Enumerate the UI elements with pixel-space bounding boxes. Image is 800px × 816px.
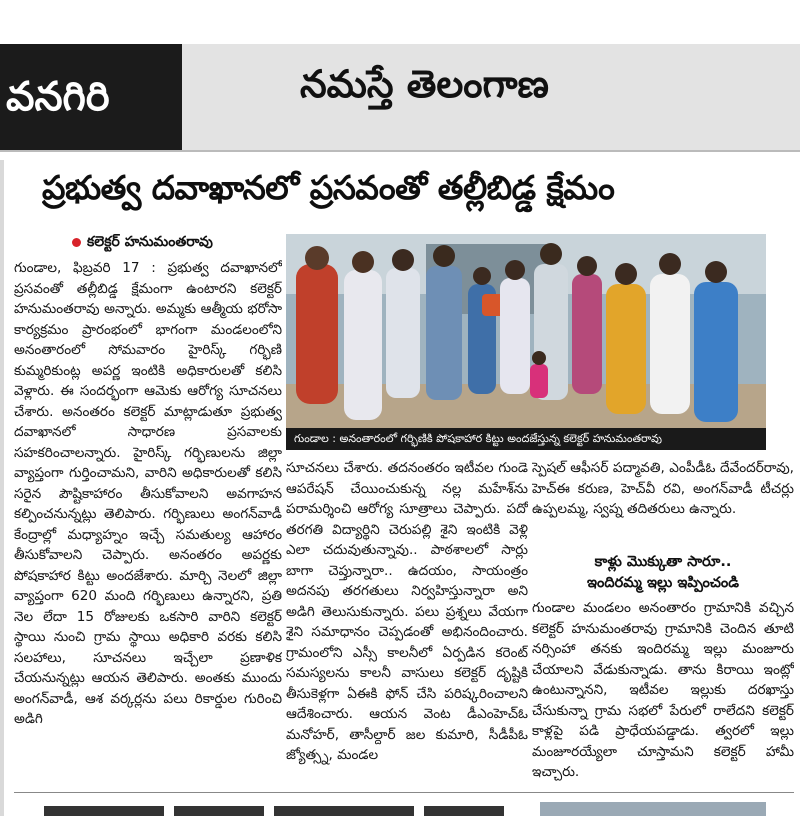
next-article-photo: [540, 802, 766, 816]
side-story-subhead-line-2: ఇందిరమ్మ ఇల్లు ఇప్పించండి: [587, 575, 739, 591]
page-left-edge: [0, 160, 4, 816]
photo-caption: గుండాల : అనంతారంలో గర్భిణికి పోషకాహార కిట్టు అందజేస్తున్న కలెక్టర్ హనుమంతరావు: [286, 428, 766, 450]
edition-place-name: వనగిరి: [0, 44, 182, 150]
byline-text: కలెక్టర్ హనుమంతరావు: [87, 234, 213, 250]
news-photo-illustration: [286, 234, 766, 428]
article-byline: [72, 234, 213, 253]
article-column-1: గుండాల, ఫిబ్రవరి 17 : ప్రభుత్వ దవాఖానలో ప్రసవంతో తల్లీబిడ్డ క్షేమంగా ఉంటారని కలెక్టర్ హనుమంతరావు అన్నారు. అమ్మకు ఆత్మీయ భరోసా కార్యక్రమం ప్రారంభంలో భాగంగా మండలంలోని అనంతారంలో సోమవారం హైరిస్క్ గర్భిణి కుమ్మరికుంట్ల అపర్ణ ఇంటికి అధికారులతో కలిసి వెళ్లారు. ఈ సందర్భంగా ఆమెకు ఆరోగ్య సూచనలు చేశారు. అనంతరం కలెక్టర్ మాట్లాడుతూ ప్రభుత్వ దవాఖానలో సాధారణ ప్రసవాలకు సహకరించాలన్నారు. హైరిస్క్ గర్భిణులను జిల్లా వ్యాప్తంగా గుర్తించామని, వారిని అధికారులతో కలిసి సరైన పౌష్టికాహారం తీసుకోవాలని అవగాహన కల్పించనున్నట్లు తెలిపారు. గర్భిణులు అంగన్‌వాడీ కేంద్రాల్లో మధ్యాహ్నం ఇచ్చే సమతుల్య ఆహారం తీసుకోవాలని చెప్పారు. అనంతరం అపర్ణకు పోషకాహార కిట్టు అందజేశారు. మార్చి నెలలో జిల్లా వ్యాప్తంగా 620 మంది గర్భిణులు ఉన్నారని, ప్రతి నెల లేదా 15 రోజులకు ఒకసారి వారిని కలెక్టర్ స్థాయి నుంచి గ్రామ స్థాయి అధికారి వరకు కలిసి సలహాలు, సూచనలు ఇచ్చేలా ప్రణాళిక చేయనున్నట్లు ఆయన తెలిపారు. అంతకు ముందు అంగన్‌వాడీ, ఆశ వర్కర్లను పలు రికార్డుల గురించి అడిగి: [14, 260, 282, 727]
side-story-body: గుండాల మండలం అనంతారం గ్రామానికి వచ్చిన కలెక్టర్ హనుమంతరావు గ్రామానికి చెందిన తూటి నర్సింహా తనకు ఇందిరమ్మ ఇల్లు మంజూరు చేయాలని వేడుకున్నాడు. తాను కిరాయి ఇంట్లో ఉంటున్నానని, ఇటీవల ఇల్లుకు దరఖాస్తు చేసుకున్నా గ్రామ సభలో పేరులో రాలేదని కలెక్టర్ కాళ్లపై పడి ప్రాధేయపడ్డాడు. త్వరలో ఇల్లు మంజూరయ్యేలా చూస్తామని కలెక్టర్ హామీ ఇచ్చారు.: [532, 600, 794, 780]
masthead-divider: [0, 150, 800, 152]
newspaper-brand: నమస్తే తెలంగాణ: [300, 62, 549, 106]
bottom-divider: [14, 792, 794, 793]
side-story-subhead-line-1: కాళ్లు మొక్కుతా సారూ..: [594, 554, 732, 570]
side-story-subhead: [532, 552, 794, 594]
cutoff-text-shapes: [14, 800, 524, 816]
top-margin: [0, 0, 800, 44]
bullet-icon: [72, 238, 81, 247]
article-headline: ప్రభుత్వ దవాఖానలో ప్రసవంతో తల్లీబిడ్డ క్షేమం: [42, 168, 615, 207]
article-column-2: సూచనలు చేశారు. తదనంతరం ఇటీవల గుండె ఆపరేషన్ చేయించుకున్న నల్ల మహేశ్‌ను పరామర్శించి ఆరోగ్య సూత్రాలు చెప్పారు. పదో తరగతి విద్యార్థిని చెరుపల్లి శైని ఇంటికి వెళ్లి ఎలా చదువుతున్నావు.. పాఠశాలలో సార్లు బాగా చెప్తున్నారా.. ఉదయం, సాయంత్రం అదనపు తరగతులు నిర్వహిస్తున్నారా అని అడిగి తెలుసుకున్నారు. పలు ప్రశ్నలు వేయగా శైని సమాధానం చెప్పడంతో అభినందించారు. గ్రామంలోని ఎస్సీ కాలనీలో ఏర్పడిన కరెంట్ సమస్యలను కాలనీ వాసులు కలెక్టర్ దృష్టికి తీసుకెళ్లగా ఏఈకి ఫోన్ చేసి పరిష్కరించాలని ఆదేశించారు. ఆయన వెంట డీఎంహెచ్ఓ మనోహర్, తాసీల్దార్ జల కుమారి, సీడీపీఓ జ్యోత్స్న, మండల: [286, 460, 528, 763]
next-article-cutoff: [14, 800, 524, 816]
news-photo: [286, 234, 766, 428]
article-column-3: స్పెషల్ ఆఫీసర్ పద్మావతి, ఎంపీడీఓ దేవేందర్‌రావు, హెచ్ఈ కరుణ, హెచ్‌వీ రవి, అంగన్‌వాడీ టీచర్లు ఉప్పలమ్మ, స్వప్న తదితరులు ఉన్నారు.: [532, 460, 794, 517]
